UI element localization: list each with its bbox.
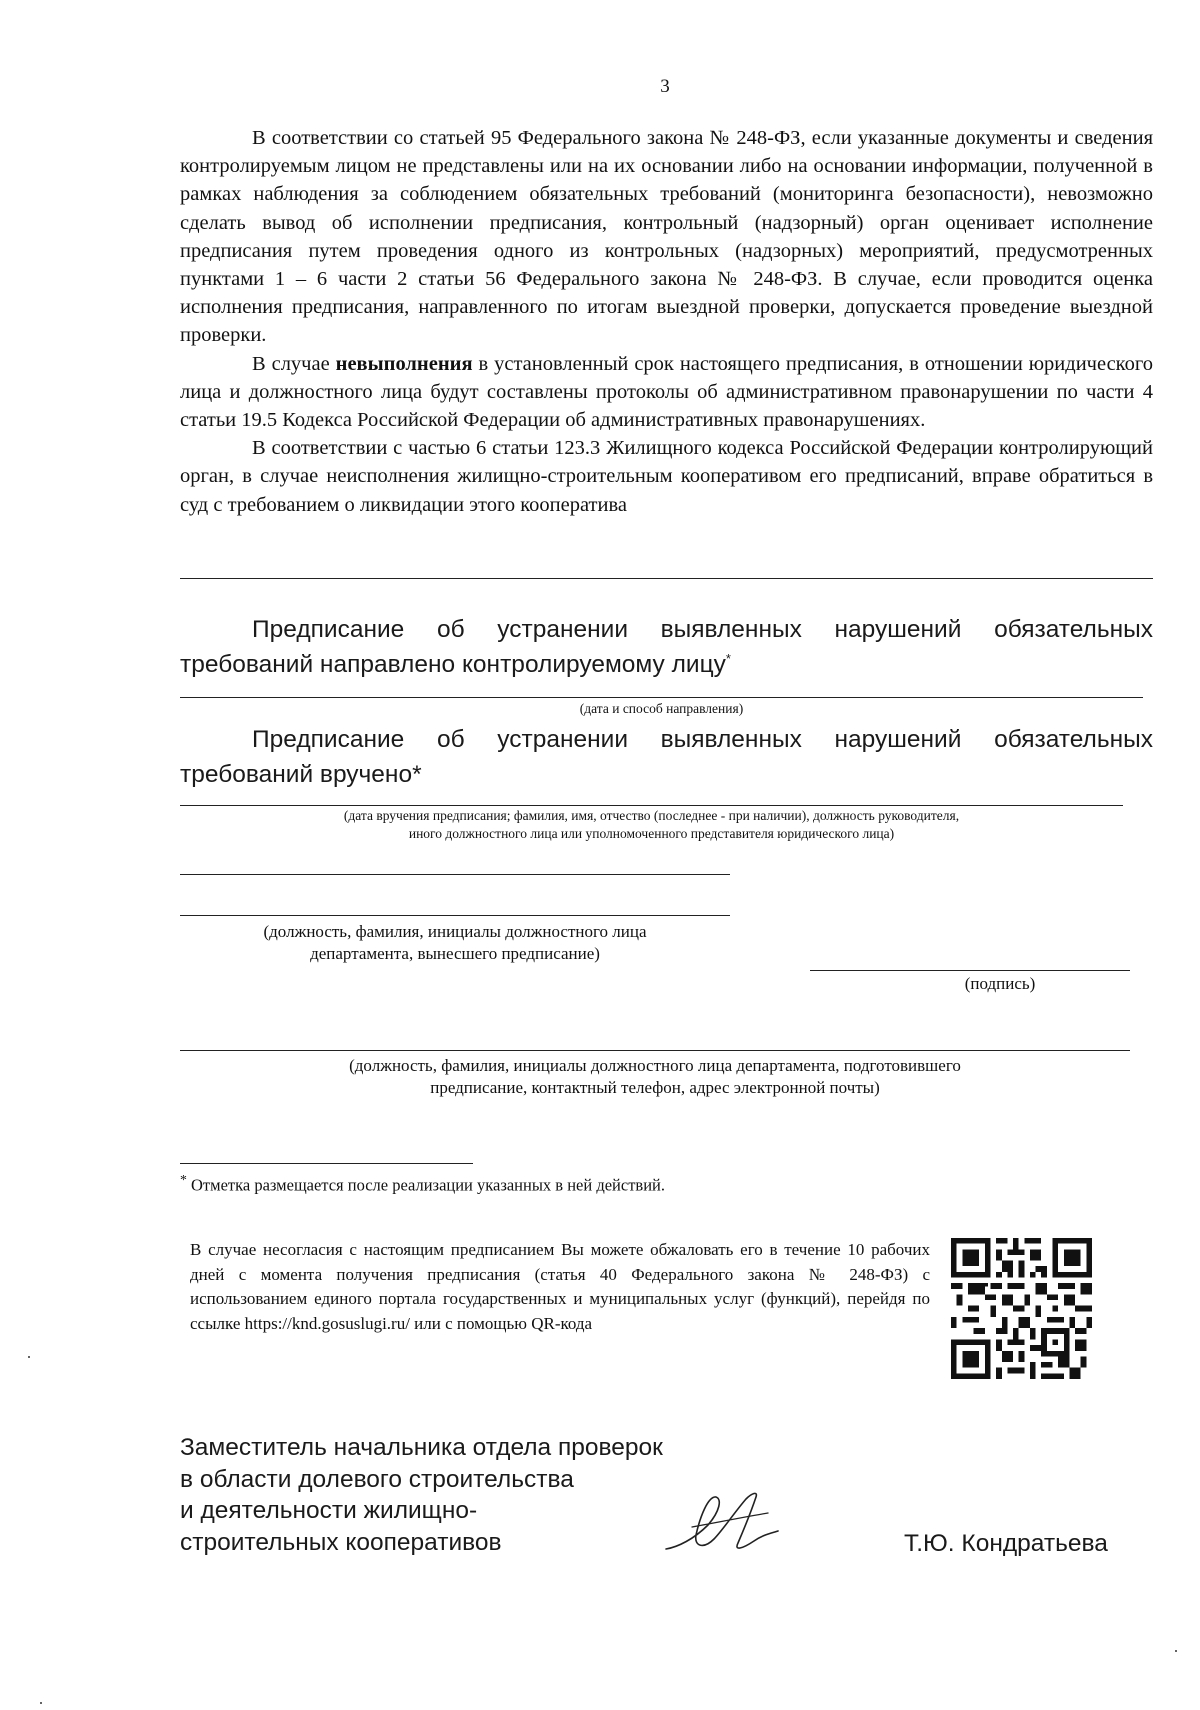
scan-speck <box>40 1702 42 1704</box>
notice-sent-line <box>180 697 1143 698</box>
footnote-mark: * <box>180 1172 187 1187</box>
paragraph-non-compliance-end: в установленный срок настоящего предписания, в отношении юридического лица и должностного лица будут составлены протоколы об административном правонарушении по части 4 статьи 19.5 Кодекса Российской Федерации об административных правонарушениях. <box>180 352 1153 432</box>
footnote-text: Отметка размещается после реализации указанных в ней действий. <box>186 1175 665 1195</box>
paragraph-non-compliance-start: В случае <box>252 352 336 375</box>
notice-handed-caption <box>180 807 1123 843</box>
official-caption <box>180 921 730 965</box>
body-paragraphs <box>180 124 1153 519</box>
notice-handed-text: Предписание об устранении выявленных нарушений обязательных требований вручено* <box>180 726 1153 788</box>
footnote-separator <box>180 1163 473 1164</box>
qr-code-icon <box>951 1238 1092 1379</box>
signature-line <box>810 970 1130 971</box>
paragraph-non-compliance <box>180 350 1153 435</box>
signatory-position-line-1: Заместитель начальника отдела проверок <box>180 1434 663 1461</box>
notice-handed-caption-line-1: (дата вручения предписания; фамилия, имя, отчество (последнее - при наличии), должность руководителя, <box>343 808 960 823</box>
handwritten-signature <box>664 1487 780 1559</box>
page-number: 3 <box>660 76 670 97</box>
signatory-position-line-2: в области долевого строительства <box>180 1465 574 1493</box>
paragraph-housing-code: В соответствии с частью 6 статьи 123.3 Жилищного кодекса Российской Федерации контролирующий орган, в случае неисполнения жилищно-строительным кооперативом его предписаний, вправе обратиться в суд с требованием о ликвидации этого кооператива <box>180 437 1153 516</box>
preparer-caption-line-2: предписание, контактный телефон, адрес электронной почты) <box>430 1078 880 1097</box>
official-caption-line-1: (должность, фамилия, инициалы должностного лица <box>263 922 647 941</box>
signatory-position-line-4: строительных кооперативов <box>180 1528 502 1556</box>
signatory-name: Т.Ю. Кондратьева <box>904 1530 1108 1557</box>
official-caption-line-2: департамента, вынесшего предписание) <box>310 944 600 963</box>
notice-sent-mark: * <box>725 650 731 666</box>
preparer-line <box>180 1050 1130 1051</box>
section-divider <box>180 578 1153 579</box>
notice-sent-block <box>180 612 1153 682</box>
notice-sent-text <box>180 612 1153 682</box>
notice-handed-line <box>180 805 1123 806</box>
official-line-1 <box>180 874 730 875</box>
footnote <box>180 1172 665 1196</box>
scan-speck <box>28 1356 30 1358</box>
preparer-caption-line-1: (должность, фамилия, инициалы должностного лица департамента, подготовившего <box>349 1056 961 1075</box>
signatory-position-line-3: и деятельности жилищно- <box>180 1497 478 1524</box>
paragraph-non-compliance-bold: невыполнения <box>335 352 473 375</box>
appeal-notice: В случае несогласия с настоящим предписанием Вы можете обжаловать его в течение 10 рабочих дней с момента получения предписания (статья 40 Федерального закона № 248-ФЗ) с использованием единого портала государственных и муниципальных услуг (функций), перейдя по ссылке https://knd.gosuslugi.ru/ или с помощью QR-кода <box>190 1240 930 1333</box>
official-line-2 <box>180 915 730 916</box>
preparer-caption <box>180 1055 1130 1099</box>
notice-sent-statement: Предписание об устранении выявленных нарушений обязательных требований направлено контролируемому лицу <box>180 616 1153 678</box>
paragraph-inspection-assessment: В соответствии со статьей 95 Федерального закона № 248-ФЗ, если указанные документы и сведения контролируемым лицом не представлены или на их основании либо на основании информации, полученной в рамках наблюдения за соблюдением обязательных требований (мониторинга безопасности), невозможно сделать вывод об исполнении предписания, контрольный (надзорный) орган оценивает исполнение предписания путем проведения одного из контрольных (надзорных) мероприятий, предусмотренных пунктами 1 – 6 части 2 статьи 56 Федерального закона № 248-ФЗ. В случае, если проводится оценка исполнения предписания, направленного по итогам выездной проверки, допускается проведение выездной проверки. <box>180 127 1153 347</box>
signature-caption: (подпись) <box>964 974 1036 993</box>
notice-handed-caption-line-2: иного должностного лица или уполномоченного представителя юридического лица) <box>408 826 895 841</box>
scan-speck <box>1175 1650 1177 1652</box>
notice-handed-block <box>180 722 1153 792</box>
signatory-position <box>180 1432 663 1558</box>
notice-sent-caption: (дата и способ направления) <box>579 701 744 716</box>
